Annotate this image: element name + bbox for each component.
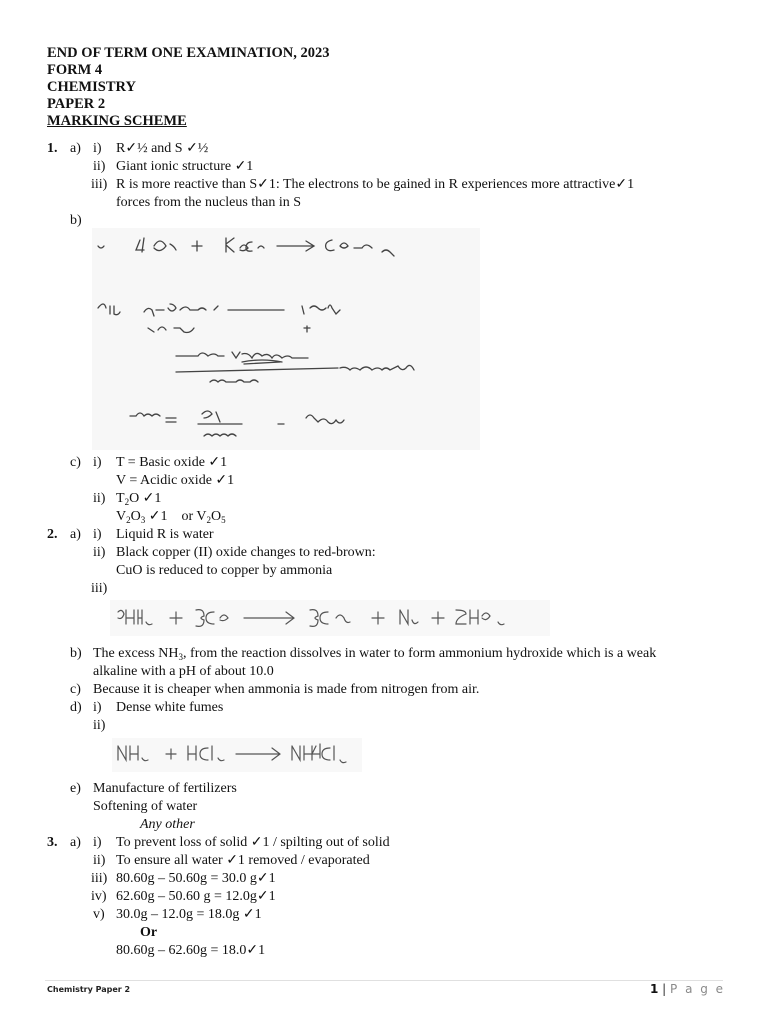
handwritten-equation-image xyxy=(110,600,550,636)
answer-text: V = Acidic oxide ✓1 xyxy=(116,473,235,488)
subpart-label: iv) xyxy=(91,889,107,904)
form-label: FORM 4 xyxy=(47,62,103,78)
answer-text: R✓½ and S ✓½ xyxy=(116,141,209,156)
answer-text: CuO is reduced to copper by ammonia xyxy=(116,563,333,578)
footer-subject: Chemistry Paper 2 xyxy=(47,985,131,994)
part-label: c) xyxy=(70,682,81,697)
answer-note: Any other xyxy=(140,817,195,832)
question-number: 3. xyxy=(47,835,58,850)
subpart-label: ii) xyxy=(93,159,106,174)
part-label: b) xyxy=(70,213,82,228)
subpart-label: v) xyxy=(93,907,105,922)
footer-divider xyxy=(45,980,723,981)
answer-text: R is more reactive than S✓1: The electrons to be gained in R experiences more attractive✓1 xyxy=(116,177,635,192)
exam-title: END OF TERM ONE EXAMINATION, 2023 xyxy=(47,45,330,61)
subpart-label: iii) xyxy=(91,871,108,886)
answer-text: Liquid R is water xyxy=(116,527,214,542)
part-label: a) xyxy=(70,141,81,156)
handwritten-equation-image xyxy=(112,738,362,772)
answer-text: Manufacture of fertilizers xyxy=(93,781,237,796)
subpart-label: i) xyxy=(93,527,102,542)
subpart-label: ii) xyxy=(93,853,106,868)
subpart-label: ii) xyxy=(93,545,106,560)
answer-text: Dense white fumes xyxy=(116,700,224,715)
subpart-label: ii) xyxy=(93,718,106,733)
answer-text: Because it is cheaper when ammonia is made from nitrogen from air. xyxy=(93,682,480,697)
subpart-label: i) xyxy=(93,700,102,715)
answer-text: Black copper (II) oxide changes to red-brown: xyxy=(116,545,376,560)
answer-text: 80.60g – 50.60g = 30.0 g✓1 xyxy=(116,871,276,886)
footer-page-number: 1 | P a g e xyxy=(650,982,726,996)
answer-text: To ensure all water ✓1 removed / evaporated xyxy=(116,853,370,868)
answer-text: 80.60g – 62.60g = 18.0✓1 xyxy=(116,943,266,958)
answer-text: T = Basic oxide ✓1 xyxy=(116,455,228,470)
answer-text: 62.60g – 50.60 g = 12.0g✓1 xyxy=(116,889,276,904)
answer-text: To prevent loss of solid ✓1 / spilting out of solid xyxy=(116,835,390,850)
marking-scheme-heading: MARKING SCHEME xyxy=(47,113,187,129)
subpart-label: i) xyxy=(93,141,102,156)
question-number: 1. xyxy=(47,141,58,156)
subpart-label: iii) xyxy=(91,177,108,192)
question-number: 2. xyxy=(47,527,58,542)
part-label: a) xyxy=(70,835,81,850)
part-label: d) xyxy=(70,700,82,715)
subpart-label: i) xyxy=(93,835,102,850)
part-label: e) xyxy=(70,781,81,796)
answer-text: 30.0g – 12.0g = 18.0g ✓1 xyxy=(116,907,262,922)
part-label: b) xyxy=(70,646,82,661)
subpart-label: i) xyxy=(93,455,102,470)
part-label: c) xyxy=(70,455,81,470)
or-label: Or xyxy=(140,925,158,940)
paper-label: PAPER 2 xyxy=(47,96,106,112)
handwritten-working-image xyxy=(92,228,480,450)
subject-label: CHEMISTRY xyxy=(47,79,136,95)
formula-answer: $V_2O_3$ ✓1 or $V_2O_5$ xyxy=(116,509,226,525)
answer-text: The excess $NH_3$, from the reaction dissolves in water to form ammonium hydroxide which is a weak xyxy=(93,646,657,662)
part-label: a) xyxy=(70,527,81,542)
answer-text: forces from the nucleus than in S xyxy=(116,195,302,210)
formula-answer: $T_2O$ ✓1 xyxy=(116,491,162,507)
answer-text: Giant ionic structure ✓1 xyxy=(116,159,254,174)
answer-text: Softening of water xyxy=(93,799,198,814)
subpart-label: iii) xyxy=(91,581,108,596)
answer-text: alkaline with a pH of about 10.0 xyxy=(93,664,274,679)
subpart-label: ii) xyxy=(93,491,106,506)
